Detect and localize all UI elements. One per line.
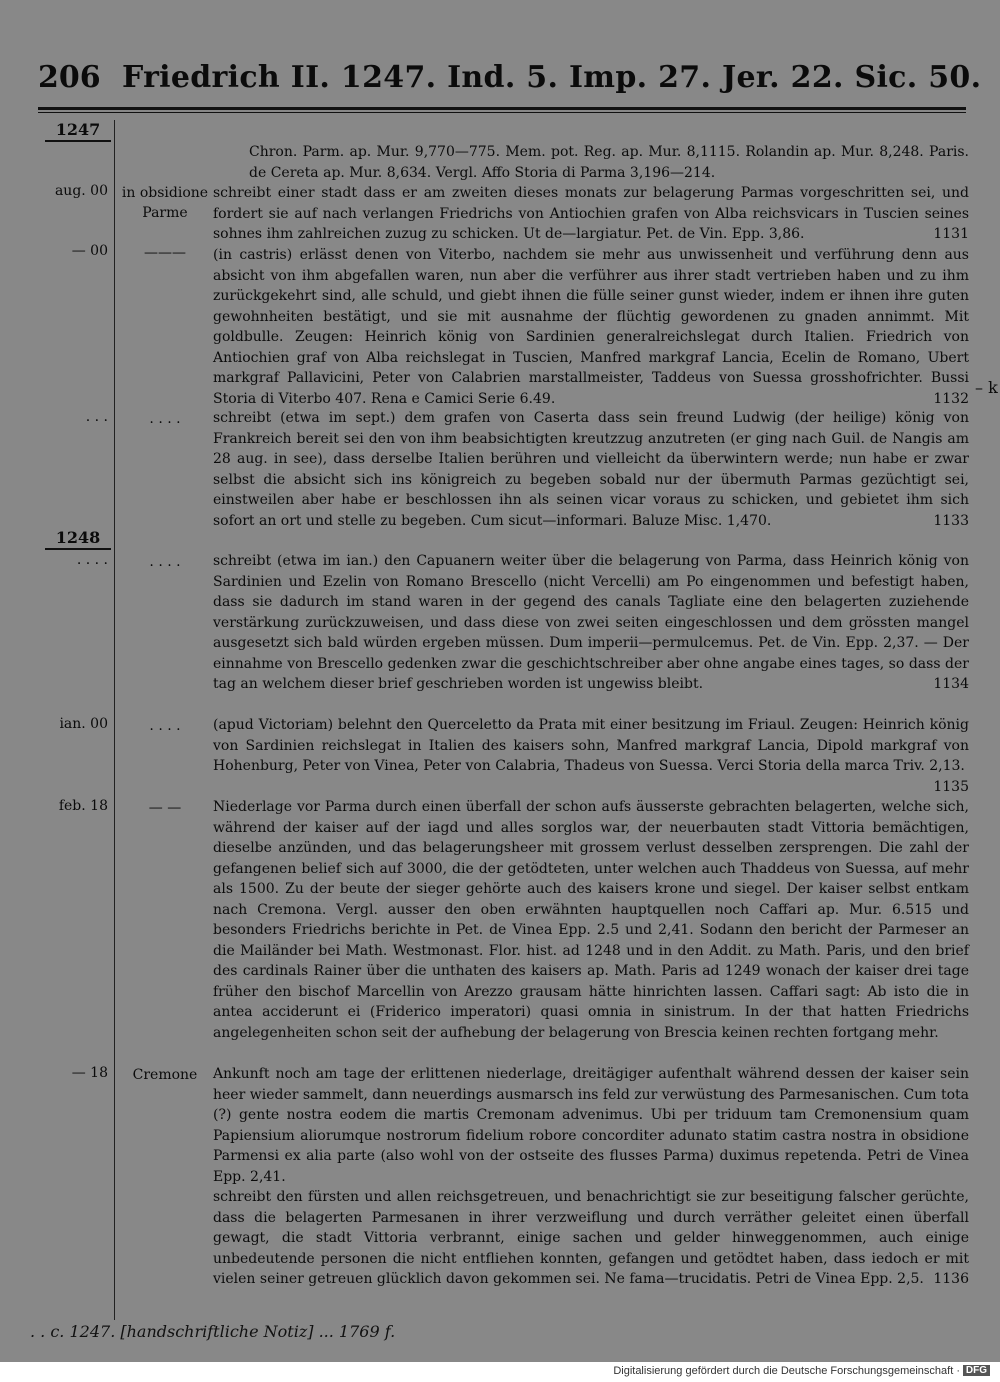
- entry-place: Cremone: [132, 1067, 198, 1083]
- entry-date: aug. 00: [54, 183, 108, 199]
- entry-date: feb. 18: [58, 798, 108, 814]
- year-1248: 1248: [45, 528, 111, 550]
- entry-number: 1135: [933, 778, 969, 795]
- margin-mark: – k: [975, 378, 998, 397]
- entry-1136: [213, 1187, 969, 1290]
- year-1247: 1247: [45, 120, 111, 142]
- page-header: [38, 60, 982, 104]
- preamble-text: Chron. Parm. ap. Mur. 9,770—775. Mem. pot. Reg. ap. Mur. 8,1115. Rolandin ap. Mur. 8,248. Paris. de Cereta ap. Mur. 8,634. Vergl. Affo Storia di Parma 3,196—214.: [249, 144, 969, 181]
- entry-1131: [213, 183, 969, 245]
- footer-bar: [0, 1362, 1000, 1382]
- entry-date: — 18: [71, 1065, 108, 1081]
- entry-date: . . .: [85, 409, 108, 425]
- entry-number: 1133: [933, 512, 969, 529]
- entry-text: schreibt (etwa im ian.) den Capuanern weiter über die belagerung von Parma, dass Heinrich könig von Sardinien und Ezelin von Romano Brescello (nicht Vercelli) am Po eingenommen und befestigt haben, dass sie dadurch im stand waren in der gegend des canals Tagliate eine den belagerten zuziehende verstärkung zurückzuweisen, und dass diese von zwei seiten eingeschlossen und dem grössten mangel ausgesetzt sich bald würden ergeben müssen. Dum imperii—permulcemus. Pet. de Vin. Epp. 2,37. — Der einnahme von Brescello gedenken zwar die geschichtschreiber aber ohne angabe eines tages, so dass der tag an welchem dieser brief geschrieben worden ist ungewiss bleibt.: [213, 553, 969, 692]
- entry-text: Niederlage vor Parma durch einen überfall der schon aufs äusserste gebrachten belagerten, welche sich, während der kaiser auf der iagd und alles sorglos war, der neuerbauten stadt Vittoria bemächtigen, dieselbe anzünden, und das belagerungsheer mit grossem verlust desselben zersprengen. Die zahl der gefangenen belief sich auf 3000, die der getödteten, unter welchen auch Thaddeus von Suessa, auf mehr als 1500. Zu der beute der sieger gehörte auch des kaisers krone und siegel. Der kaiser selbst entkam nach Cremona. Vergl. ausser den oben erwähnten hauptquellen noch Caffari ap. Mur. 6.515 und besonders Friedrichs berichte in Pet. de Vinea Epp. 2.5 und 2,41. Sodann den bericht der Parmeser an die Mailänder bei Math. Westmonast. Flor. hist. ad 1248 und in den Addit. zu Math. Paris, und den brief des cardinals Rainer über die unthaten des kaisers ap. Math. Paris ad 1249 wonach der kaiser drei tage früher den bischof Marcellin von Arezzo grausam hätte hinrichten lassen. Caffari sagt: Ab isto die in antea acciderunt ei (Friderico imperatori) quasi omnia in sinistrum. In der that hatten Friedrichs angelegenheiten schon seit der aufhebung der belagerung von Brescia keinen rechten fortgang mehr.: [213, 799, 969, 1041]
- entry-place: . . . .: [149, 411, 181, 427]
- entry-date: . . . .: [76, 552, 108, 568]
- handwritten-note: . . c. 1247. [handschriftliche Notiz] ... 1769 f.: [30, 1322, 396, 1341]
- entry-1134: [213, 551, 969, 695]
- entry-1132: [213, 245, 969, 409]
- entry-text: schreibt (etwa im sept.) dem grafen von Caserta dass sein freund Ludwig (der heilige) könig von Frankreich bereit sei den von ihm beabsichtigten kreutzzug anzutreten (er ging nach Guil. de Nangis am 28 aug. in see), dass derselbe Italien berühren und vielleicht da überwintern werde; nun habe er zwar selbst die absicht sich ins königreich zu begeben sobald nur der übermuth Parmas gezüchtigt sei, einstweilen aber habe er beschlossen ihn als seinen vicar voraus zu schicken, und gebietet ihm sich sofort an ort und stelle zu begeben. Cum sicut—informari. Baluze Misc. 1,470.: [213, 410, 969, 529]
- entry-niederlage: [213, 797, 969, 1043]
- entry-place: . . . .: [149, 718, 181, 734]
- entry-text: schreibt den fürsten und allen reichsgetreuen, und benachrichtigt sie zur beseitigung falscher gerüchte, dass die belagerten Parmesanen in ihrer verzweiflung und durch verräther geleitet einen überfall gewagt, die stadt Vittoria verbrannt, einige sachen und gelder hinweggenommen, auch einige unbedeutende personen die nicht entfliehen konnten, gefangen und getödtet haben, dass iedoch er mit vielen seiner getreuen glücklich davon gekommen sei. Ne fama—trucidatis. Petri de Vinea Epp. 2,5.: [213, 1189, 969, 1287]
- entry-1133: [213, 408, 969, 531]
- entry-date: ian. 00: [59, 716, 108, 732]
- entry-place: ———: [144, 245, 186, 261]
- entry-text: Ankunft noch am tage der erlittenen niederlage, dreitägiger aufenthalt während dessen der kaiser sein heer wieder sammelt, dann neuerdings ausmarsch ins feld zur verwüstung des Parmesanischen. Cum tota (?) gente nostra eodem die martis Cremonam advenimus. Ubi per triduum tam Cremonensium quam Papiensium aliorumque nostrorum fidelium robore concorditer adunato statim castra nostra in obsidione Parmensi ex alia parte (also wohl von der ostseite des flusses Parma) duximus repetenda. Petri de Vinea Epp. 2,41.: [213, 1066, 969, 1185]
- entry-place: . . . .: [149, 554, 181, 570]
- entry-place: — —: [148, 800, 182, 816]
- entry-number: 1131: [933, 226, 969, 242]
- footer-text: Digitalisierung gefördert durch die Deutsche Forschungsgemeinschaft ·: [613, 1365, 960, 1377]
- header-rule-thin: [38, 112, 966, 113]
- entry-date: — 00: [71, 243, 108, 259]
- entry-text: schreibt einer stadt dass er am zweiten dieses monats zur belagerung Parmas vorgeschritten sei, und fordert sie auf nach verlangen Friedrichs von Antiochien grafen von Alba reichsvicars in Tuscien seines sohnes ihm zahlreichen zuzug zu schicken. Ut de—largiatur. Pet. de Vin. Epp. 3,86.: [213, 185, 969, 242]
- column-divider: [114, 120, 115, 1320]
- dfg-logo: DFG: [963, 1365, 990, 1376]
- entry-ankunft: [213, 1064, 969, 1187]
- page-title: Friedrich II. 1247. Ind. 5. Imp. 27. Jer. 22. Sic. 50.: [122, 60, 982, 95]
- entry-1135: [213, 715, 969, 797]
- entry-number: 1136: [933, 1271, 969, 1287]
- entry-number: 1132: [933, 390, 969, 407]
- header-rule: [38, 107, 966, 110]
- entry-text: (in castris) erlässt denen von Viterbo, nachdem sie mehr aus unwissenheit und verführung denn aus absicht von ihm abgefallen waren, nun aber die verführer aus ihrer stadt vertrieben haben und zu ihm zurückgekehrt sind, alle schuld, und giebt ihnen die fülle seiner gunst wieder, indem er ihnen ihre guten gewohnheiten bestätigt, und sie mit ausnahme der flüchtig gewordenen zu gnaden annimmt. Mit goldbulle. Zeugen: Heinrich könig von Sardinien generalreichslegat durch Italien. Friedrich von Antiochien graf von Alba reichslegat in Tuscien, Manfred markgraf Lancia, Ecelin de Romano, Ubert markgraf Pallavicini, Peter von Calabrien marstallmeister, Taddeus von Suessa grosshofrichter. Bussi Storia di Viterbo 407. Rena e Camici Serie 6.49.: [213, 247, 969, 407]
- entry-text: (apud Victoriam) belehnt den Querceletto da Prata mit einer besitzung im Friaul. Zeugen: Heinrich könig von Sardinien reichslegat in Italien des kaisers sohn, Manfred markgraf Lancia, Dipold markgraf von Hohenburg, Peter von Vinea, Peter von Calabria, Thadeus von Suessa. Verci Storia della marca Triv. 2,13.: [213, 717, 969, 774]
- page-number: 206: [38, 60, 101, 95]
- entry-place: in obsidione Parme: [121, 185, 209, 221]
- entry-number: 1134: [933, 676, 969, 692]
